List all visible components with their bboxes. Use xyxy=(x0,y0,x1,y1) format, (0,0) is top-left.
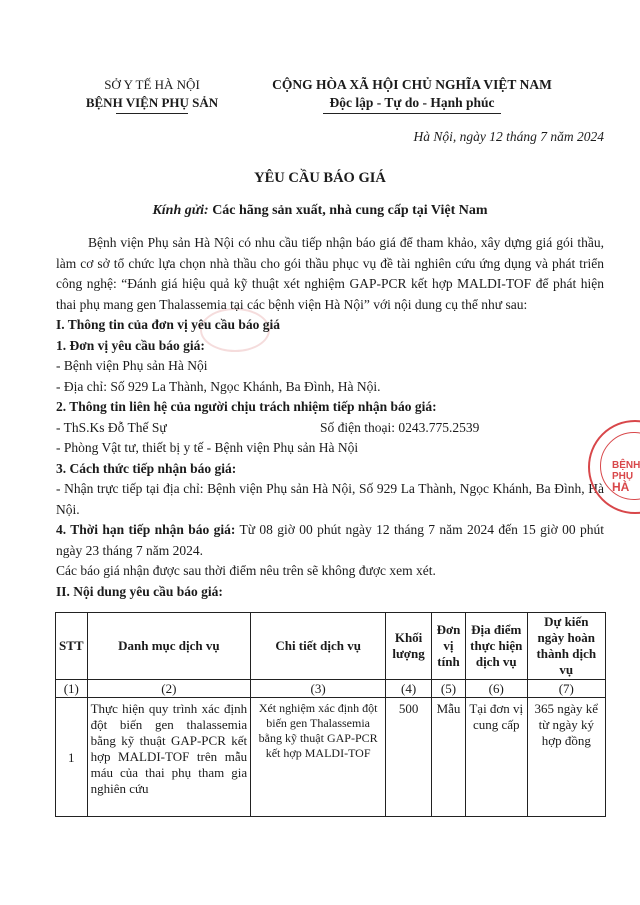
issuer-underline xyxy=(116,113,188,114)
row-completion: 365 ngày kể từ ngày ký hợp đồng xyxy=(527,698,605,817)
recipient-name: Các hãng sản xuất, nhà cung cấp tại Việt Nam xyxy=(212,203,488,218)
document-date: Hà Nội, ngày 12 tháng 7 năm 2024 xyxy=(413,129,604,144)
national-motto: Độc lập - Tự do - Hạnh phúc xyxy=(329,95,495,110)
col-header-stt: STT xyxy=(56,613,88,680)
contact-heading: 2. Thông tin liên hệ của người chịu trách nhiệm tiếp nhận báo giá: xyxy=(56,399,437,414)
col-header-detail: Chi tiết dịch vụ xyxy=(251,613,386,680)
section1-heading: I. Thông tin của đơn vị yêu cầu báo giá xyxy=(56,317,281,332)
motto-underline xyxy=(323,113,501,114)
table-header-row xyxy=(56,613,606,680)
deadline-heading: 4. Thời hạn tiếp nhận báo giá: xyxy=(56,522,236,537)
col-header-quantity: Khối lượng xyxy=(386,613,432,680)
recipient-line xyxy=(0,203,640,219)
row-detail: Xét nghiệm xác định đột biến gen Thalassemia bằng kỹ thuật GAP-PCR kết hợp MALDI-TOF xyxy=(251,698,386,817)
index-cell: (3) xyxy=(251,680,386,698)
country-name: CỘNG HÒA XÃ HỘI CHỦ NGHĨA VIỆT NAM xyxy=(272,77,552,92)
row-stt: 1 xyxy=(56,698,88,817)
col-header-unit: Đơn vị tính xyxy=(432,613,466,680)
col-header-location: Địa điểm thực hiện dịch vụ xyxy=(465,613,527,680)
deadline-paragraph xyxy=(56,520,604,561)
row-quantity: 500 xyxy=(386,698,432,817)
contact-phone: Số điện thoại: 0243.775.2539 xyxy=(320,419,480,435)
contact-department: - Phòng Vật tư, thiết bị y tế - Bệnh viện Phụ sản Hà Nội xyxy=(56,440,359,455)
issuer-hospital: BỆNH VIỆN PHỤ SẢN xyxy=(85,95,219,110)
stamp-line3: HÀ xyxy=(612,480,630,494)
row-service: Thực hiện quy trình xác định đột biến gen thalassemia bằng kỹ thuật GAP-PCR kết hợp MALDI-TOF trên mẫu máu của thai phụ tham gia nghiên cứu xyxy=(87,698,251,817)
late-quote-note: Các báo giá nhận được sau thời điểm nêu trên sẽ không được xem xét. xyxy=(56,563,436,578)
index-cell: (6) xyxy=(465,680,527,698)
requester-address: - Địa chỉ: Số 929 La Thành, Ngọc Khánh, Ba Đình, Hà Nội. xyxy=(56,378,381,394)
table-index-row xyxy=(56,680,606,698)
recipient-label: Kính gửi: xyxy=(152,203,213,218)
deadline-text: Từ 08 giờ 00 phút ngày 12 tháng 7 năm 2024 đến 15 giờ 00 phút ngày 23 tháng 7 năm 2024. xyxy=(56,522,604,558)
stamp-line1: BỆNH xyxy=(612,460,640,471)
requester-heading: 1. Đơn vị yêu cầu báo giá: xyxy=(56,337,205,353)
index-cell: (7) xyxy=(527,680,605,698)
index-cell: (1) xyxy=(56,680,88,698)
issuer-department: SỞ Y TẾ HÀ NỘI xyxy=(104,77,200,92)
document-body xyxy=(56,233,604,602)
col-header-completion: Dự kiến ngày hoàn thành dịch vụ xyxy=(527,613,605,680)
stamp-text xyxy=(612,460,640,493)
document-title: YÊU CẦU BÁO GIÁ xyxy=(254,170,386,186)
contact-row xyxy=(56,418,604,439)
receipt-method-text: - Nhận trực tiếp tại địa chỉ: Bệnh viện Phụ sản Hà Nội, Số 929 La Thành, Ngọc Khánh, Ba Đình, Hà Nội. xyxy=(56,481,604,517)
section2-heading: II. Nội dung yêu cầu báo giá: xyxy=(56,583,223,599)
index-cell: (5) xyxy=(432,680,466,698)
index-cell: (2) xyxy=(87,680,251,698)
national-header xyxy=(212,76,612,114)
contact-person: - ThS.Ks Đỗ Thế Sự xyxy=(56,419,167,435)
receipt-method-heading: 3. Cách thức tiếp nhận báo giá: xyxy=(56,460,237,476)
requester-name: - Bệnh viện Phụ sản Hà Nội xyxy=(56,358,208,373)
row-location: Tại đơn vị cung cấp xyxy=(465,698,527,817)
index-cell: (4) xyxy=(386,680,432,698)
row-unit: Mẫu xyxy=(432,698,466,817)
service-table xyxy=(55,612,606,817)
stamp-line2: PHỤ xyxy=(612,471,634,482)
col-header-service: Danh mục dịch vụ xyxy=(87,613,251,680)
intro-paragraph: Bệnh viện Phụ sản Hà Nội có nhu cầu tiếp nhận báo giá để tham khảo, xây dựng giá gói thầu, làm cơ sở tổ chức lựa chọn nhà thầu cho gói thầu phục vụ đề tài nghiên cứu ứng dụng và phát triển công nghệ: “Đánh giá hiệu quả kỹ thuật xét nghiệm GAP-PCR kết hợp MALDI-TOF để phát hiện thai phụ mang gen Thalassemia tại các bệnh viện Hà Nội” với nội dung cụ thể như sau: xyxy=(56,235,604,312)
table-row xyxy=(56,698,606,817)
